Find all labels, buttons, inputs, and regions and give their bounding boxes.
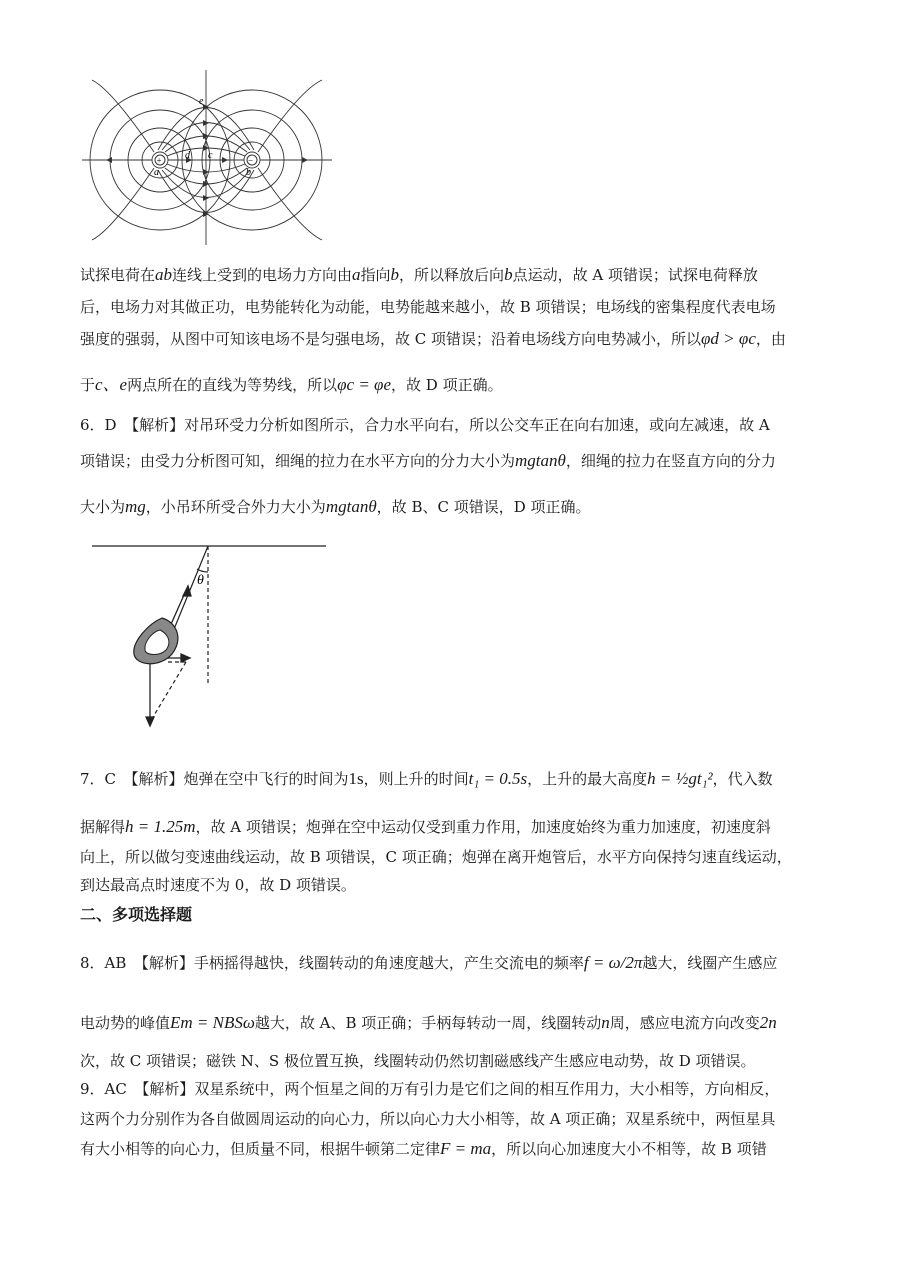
paragraph-q7-line3: 向上，所以做匀变速曲线运动，故 B 项错误，C 项正确；炮弹在离开炮管后，水平方向保持匀速直线运动，	[80, 848, 792, 866]
paragraph-q8-line3: 次，故 C 项错误；磁铁 N、S 极位置互换，线圈转动仍然切割磁感线产生感应电动势，故 D 项错误。	[80, 1052, 756, 1070]
paragraph-q9-line1: 9．AC 【解析】双星系统中，两个恒星之间的万有引力是它们之间的相互作用力，大小相等，方向相反，	[80, 1080, 780, 1098]
point-a-label: a	[154, 167, 159, 178]
negative-charge-label: −	[248, 155, 254, 166]
paragraph-q8-line2: 电动势的峰值Em = NBSω越大，故 A、B 项正确；手柄每转动一周，线圈转动n周，感应电流方向改变2n	[80, 1013, 777, 1032]
paragraph-q6-line1: 6．D 【解析】对吊环受力分析如图所示，合力水平向右，所以公交车正在向右加速，或向左减速，故 A	[80, 416, 770, 434]
paragraph-q7-line4: 到达最高点时速度不为 0，故 D 项错误。	[80, 876, 356, 894]
paragraph-q9-line2: 这两个力分别作为各自做圆周运动的向心力，所以向心力大小相等，故 A 项正确；双星系统中，两恒星具	[80, 1110, 776, 1128]
theta-label: θ	[197, 573, 204, 588]
electric-field-diagram	[82, 70, 352, 245]
paragraph-q7-line1: 7．C 【解析】炮弹在空中飞行的时间为1s，则上升的时间t₁ = 0.5s，上升的最大高度h = ½gt₁²，代入数	[80, 769, 773, 788]
paragraph-q7-line2: 据解得h = 1.25m，故 A 项错误；炮弹在空中运动仅受到重力作用，加速度始终为重力加速度，初速度斜	[80, 817, 771, 836]
positive-charge-label: +	[156, 155, 162, 166]
section-heading-multiple-choice: 二、多项选择题	[80, 905, 193, 924]
paragraph-q6-line2: 项错误；由受力分析图可知，细绳的拉力在水平方向的分力大小为mgtanθ，细绳的拉力在竖直方向的分力	[80, 451, 776, 470]
paragraph-q5-line4: 于c、e两点所在的直线为等势线，所以φc = φe，故 D 项正确。	[80, 375, 503, 394]
paragraph-q5-line3: 强度的强弱，从图中可知该电场不是匀强电场，故 C 项错误；沿着电场线方向电势减小，所以φd > φc，由	[80, 329, 786, 348]
point-e-label: e	[199, 96, 204, 107]
paragraph-q5-line2: 后，电场力对其做正功，电势能转化为动能，电势能越来越小，故 B 项错误；电场线的密集程度代表电场	[80, 298, 776, 316]
point-c-label: c	[208, 150, 213, 161]
paragraph-q9-line3: 有大小相等的向心力，但质量不同，根据牛顿第二定律F = ma，所以向心加速度大小不相等，故 B 项错	[80, 1139, 767, 1158]
ring-force-diagram	[88, 538, 333, 733]
paragraph-q5-line1: 试探电荷在ab连线上受到的电场力方向由a指向b，所以释放后向b点运动，故 A 项错误；试探电荷释放	[80, 265, 758, 284]
paragraph-q8-line1: 8．AB 【解析】手柄摇得越快，线圈转动的角速度越大，产生交流电的频率f = ω/2π越大，线圈产生感应	[80, 953, 778, 972]
point-b-label: b	[246, 167, 251, 178]
paragraph-q6-line3: 大小为mg，小吊环所受合外力大小为mgtanθ，故 B、C 项错误，D 项正确。	[80, 497, 591, 516]
point-d-label: d	[185, 150, 190, 161]
